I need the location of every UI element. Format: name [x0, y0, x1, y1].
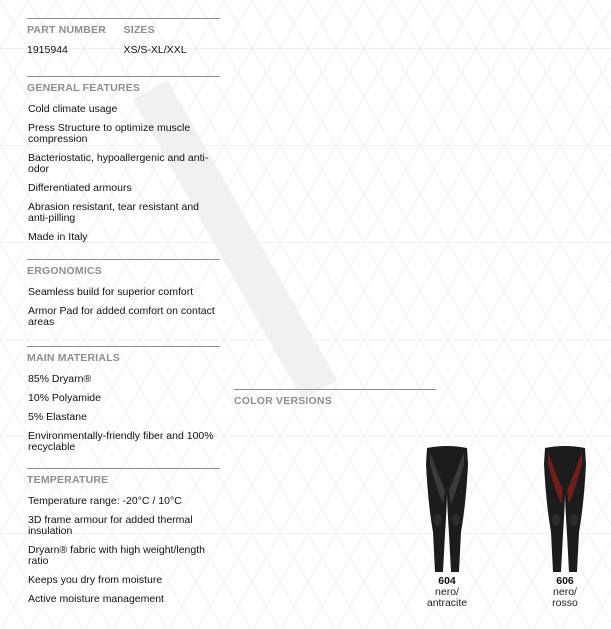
- color-code: 606: [556, 575, 574, 587]
- section-title: GENERAL FEATURES: [27, 82, 141, 94]
- divider: [27, 76, 220, 77]
- list-item: 3D frame armour for added thermal insulation: [28, 514, 193, 537]
- section-title: COLOR VERSIONS: [234, 395, 332, 407]
- list-item: 10% Polyamide: [28, 392, 101, 404]
- divider: [27, 346, 220, 347]
- tights-image: [539, 444, 591, 574]
- general-features-section: [27, 82, 220, 243]
- part-sizes-row: [27, 19, 220, 56]
- section-title: TEMPERATURE: [27, 474, 109, 486]
- list-item: Abrasion resistant, tear resistant and anti-pilling: [28, 201, 200, 224]
- color-name: antracite: [426, 597, 468, 609]
- divider: [27, 468, 220, 469]
- list-item: Made in Italy: [28, 231, 88, 243]
- main-materials-section: [27, 352, 220, 453]
- ergonomics-section: [27, 265, 220, 328]
- list-item: 5% Elastane: [28, 411, 87, 423]
- color-name: nero/: [435, 586, 459, 598]
- list-item: Environmentally-friendly fiber and 100% recyclable: [28, 430, 214, 453]
- spec-column: [27, 0, 220, 616]
- list-item: Bacteriostatic, hypoallergenic and anti-odor: [28, 152, 209, 175]
- divider: [27, 259, 220, 260]
- list-item: Dryarn® fabric with high weight/length ratio: [28, 544, 205, 567]
- tights-image: [421, 444, 473, 574]
- part-number-label: PART NUMBER: [27, 24, 107, 36]
- section-title: ERGONOMICS: [27, 265, 102, 277]
- color-name: rosso: [552, 597, 578, 609]
- divider: [234, 389, 436, 390]
- list-item: Seamless build for superior comfort: [28, 286, 194, 298]
- part-number-value: 1915944: [27, 44, 68, 56]
- section-title: MAIN MATERIALS: [27, 352, 121, 364]
- list-item: Temperature range: -20°C / 10°C: [28, 495, 182, 507]
- sizes-value: XS/S-XL/XXL: [123, 44, 187, 56]
- color-code: 604: [438, 575, 456, 587]
- list-item: 85% Dryarn®: [28, 373, 92, 385]
- color-version-604[interactable]: [417, 444, 477, 609]
- list-item: Differentiated armours: [28, 182, 132, 194]
- list-item: Armor Pad for added comfort on contact areas: [28, 305, 215, 328]
- list-item: Active moisture management: [28, 593, 164, 605]
- sizes-label: SIZES: [123, 24, 155, 36]
- temperature-section: [27, 474, 220, 605]
- list-item: Keeps you dry from moisture: [28, 574, 163, 586]
- list-item: Press Structure to optimize muscle compression: [28, 122, 191, 145]
- color-name: nero/: [553, 586, 577, 598]
- list-item: Cold climate usage: [28, 103, 118, 115]
- color-versions-header: [234, 389, 436, 407]
- color-version-606[interactable]: [535, 444, 595, 609]
